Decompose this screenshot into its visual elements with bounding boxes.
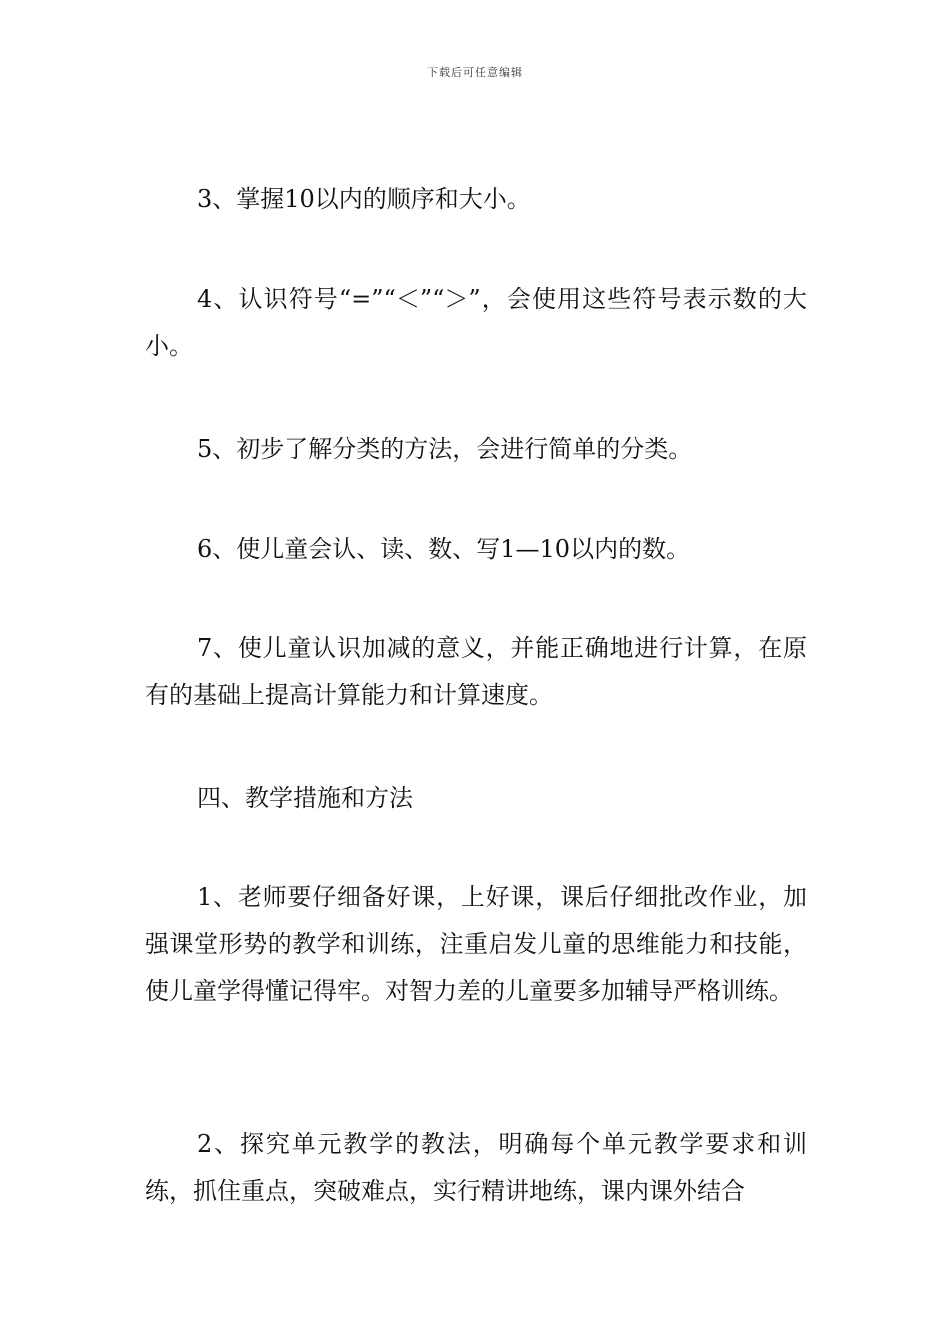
measure-item-2: 2、探究单元教学的教法，明确每个单元教学要求和训练，抓住重点，突破难点，实行精讲地练，课内课外结合 bbox=[145, 1130, 807, 1205]
objective-item-5: 5、初步了解分类的方法，会进行简单的分类。 bbox=[197, 435, 693, 463]
section-heading-4: 四、教学措施和方法 bbox=[197, 784, 413, 812]
objective-item-4: 4、认识符号“=”“＜”“＞”，会使用这些符号表示数的大小。 bbox=[145, 285, 807, 360]
objective-item-6: 6、使儿童会认、读、数、写1—10以内的数。 bbox=[197, 535, 691, 563]
objective-item-7: 7、使儿童认识加减的意义，并能正确地进行计算，在原有的基础上提高计算能力和计算速度。 bbox=[145, 634, 807, 709]
measure-item-1: 1、老师要仔细备好课，上好课，课后仔细批改作业，加强课堂形势的教学和训练，注重启发儿童的思维能力和技能，使儿童学得懂记得牢。对智力差的儿童要多加辅导严格训练。 bbox=[145, 883, 807, 1005]
objective-item-3: 3、掌握10以内的顺序和大小。 bbox=[197, 185, 531, 213]
header-note: 下载后可任意编辑 bbox=[427, 66, 523, 79]
